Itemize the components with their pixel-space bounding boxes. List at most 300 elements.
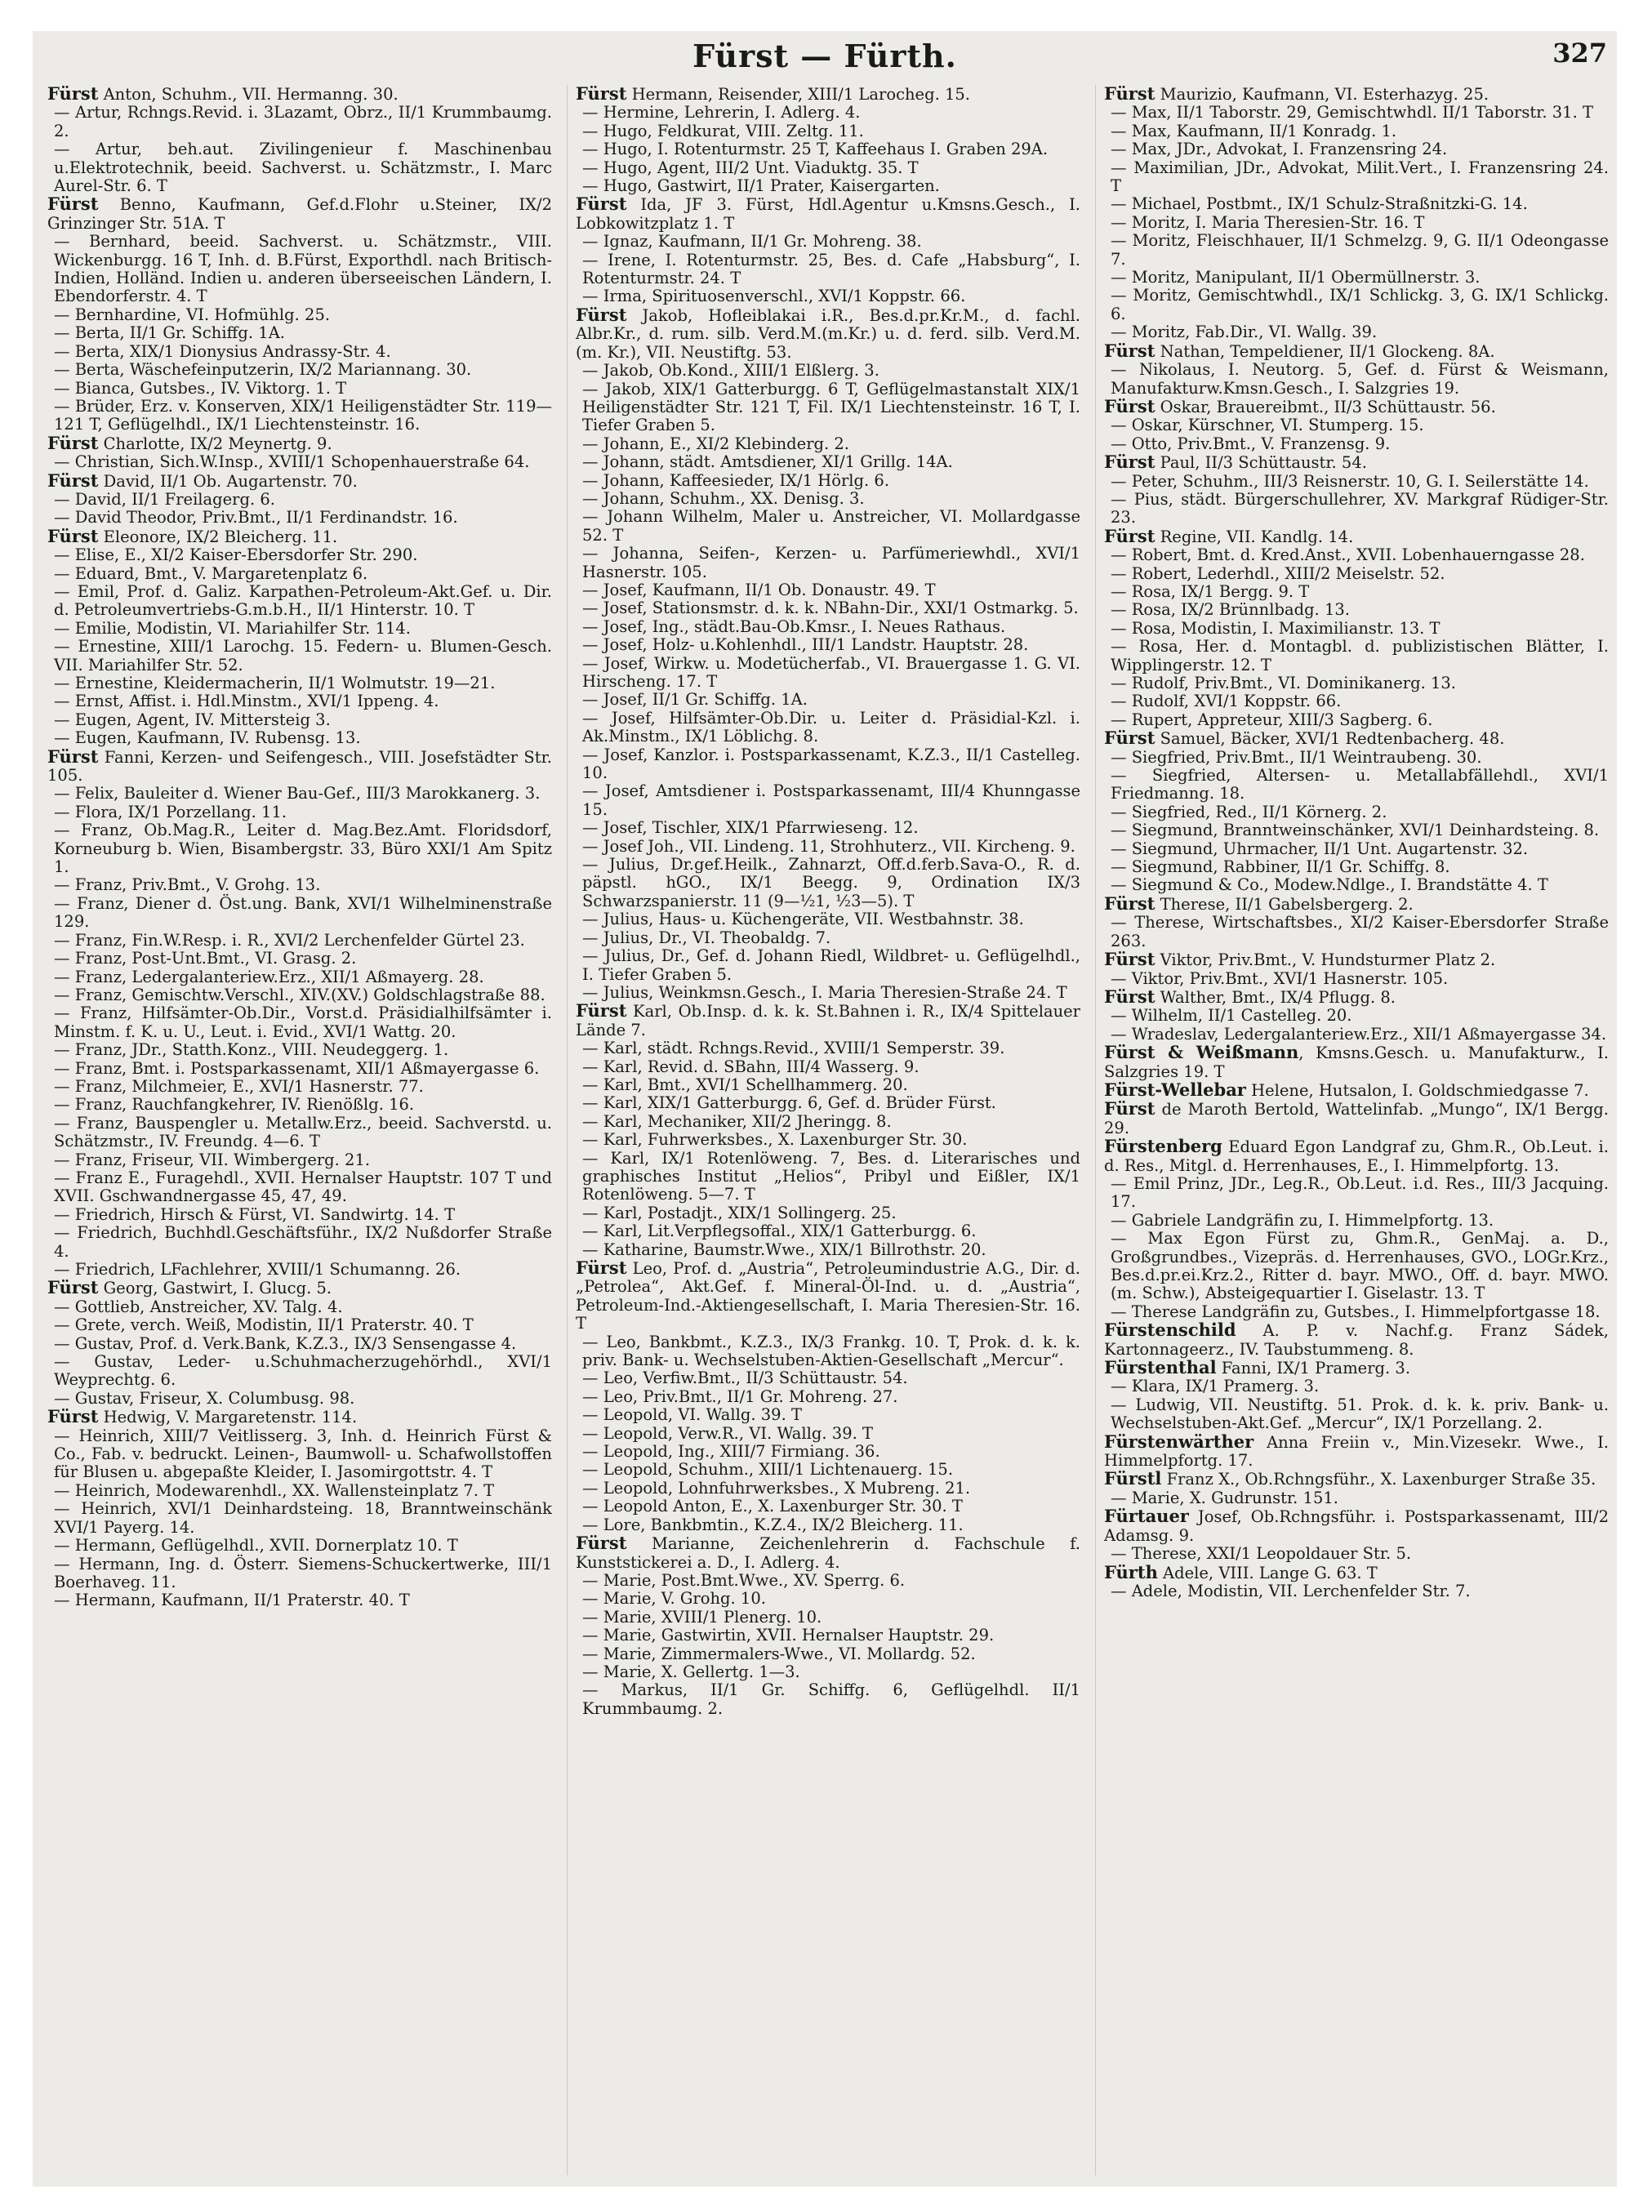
directory-entry [1104,546,1609,564]
entry-text: — Siegmund & Co., Modew.Ndlge., I. Brandstätte 4. T [1111,875,1548,895]
directory-entry [1104,988,1609,1007]
entry-text: — Hugo, Gastwirt, II/1 Prater, Kaisergarten. [582,176,940,196]
entry-text: Franz X., Ob.Rchngsführ., X. Laxenburger Straße 35. [1161,1470,1596,1489]
entry-surname: Fürst [1104,85,1156,104]
entry-text: — Hermann, Ing. d. Österr. Siemens-Schuckertwerke, III/1 Boerhaveg. 11. [54,1554,552,1591]
entry-text: Leo, Prof. d. „Austria“, Petroleumindustrie A.G., Dir. d. „Petrolea“, Akt.Gef. f. Mineral-Öl-Ind. u. d. „Austria“, Petroleum-Ind.-Aktiengesellschaft, I. Maria Theresien-Str. 16. T [576,1259,1080,1333]
entry-text: — Rosa, Modistin, I. Maximilianstr. 13. T [1111,618,1440,638]
entry-text: — Felix, Bauleiter d. Wiener Bau-Gef., III/3 Marokkanerg. 3. [54,784,541,803]
entry-text: — Berta, XIX/1 Dionysius Andrassy-Str. 4. [54,341,391,361]
directory-entry [576,1222,1080,1240]
entry-text: — Ernst, Affist. i. Hdl.Minstm., XVI/1 Ippeng. 4. [54,692,439,711]
directory-entry [1104,1489,1609,1507]
directory-entry [1104,620,1609,638]
directory-entry [47,1060,552,1078]
directory-entry [47,1353,552,1390]
directory-entry [1104,85,1609,104]
entry-text: — Moritz, Fab.Dir., VI. Wallg. 39. [1111,323,1378,342]
entry-text: — Irma, Spirituosenverschl., XVI/1 Koppstr. 66. [582,287,966,306]
directory-entry [576,122,1080,140]
entry-text: — Siegfried, Altersen- u. Metallabfällehdl., XVI/1 Friedmanng. 18. [1111,766,1609,803]
entry-text: — Heinrich, Modewarenhdl., XX. Wallensteinplatz 7. T [54,1480,495,1500]
directory-entry [47,745,552,786]
directory-entry [1104,527,1609,546]
entry-text: — Friedrich, LFachlehrer, XVIII/1 Schumanng. 26. [54,1260,461,1279]
entry-text: — Karl, Bmt., XVI/1 Schellhammerg. 20. [582,1075,908,1094]
entry-text: — Eugen, Kaufmann, IV. Rubensg. 13. [54,728,361,748]
entry-text: — Nikolaus, I. Neutorg. 5, Gef. d. Fürst & Weismann, Manufakturw.Kmsn.Gesch., I. Salzgries 19. [1111,360,1609,398]
directory-entry [1104,473,1609,491]
entry-text: — Franz, Diener d. Öst.ung. Bank, XVI/1 Wilhelminenstraße 129. [54,893,552,932]
directory-entry [1104,287,1609,323]
entry-text: — Karl, Fuhrwerksbes., X. Laxenburger Str. 30. [582,1130,968,1150]
entry-text: — Gustav, Friseur, X. Columbusg. 98. [54,1388,355,1408]
entry-text: — Elise, E., XI/2 Kaiser-Ebersdorfer Str. 290. [54,545,418,565]
directory-entry [576,1461,1080,1479]
directory-entry [1104,1321,1609,1359]
entry-surname: Fürst [47,432,99,453]
entry-text: Eduard Egon Landgraf zu, Ghm.R., Ob.Leut. i. d. Res., Mitgl. d. Herrenhauses, E., I. Himmelpfortg. 13. [1104,1137,1609,1175]
directory-entry [1104,729,1609,748]
entry-text: Adele, VIII. Lange G. 63. T [1157,1563,1378,1582]
entry-surname: Fürst [1104,949,1156,970]
entry-text: — Leopold, Verw.R., VI. Wallg. 39. T [582,1423,873,1443]
entry-text: de Maroth Bertold, Wattelinfab. „Mungo“, IX/1 Bergg. 29. [1104,1100,1609,1137]
directory-entry [1104,323,1609,341]
entry-text: — Hermann, Kaufmann, II/1 Praterstr. 40. T [54,1591,410,1610]
entry-text: — Berta, II/1 Gr. Schiffg. 1A. [54,323,285,343]
directory-entry [1104,803,1609,821]
directory-entry [576,1627,1080,1645]
page-title: Fürst — Fürth. [692,38,957,74]
entry-text: Therese, II/1 Gabelsbergerg. 2. [1155,894,1414,914]
directory-entry [576,984,1080,1002]
entry-text: Anton, Schuhm., VII. Hermanng. 30. [98,85,399,104]
directory-entry [47,509,552,527]
entry-text: — Leo, Verfiw.Bmt., II/3 Schüttaustr. 54. [582,1369,908,1388]
entry-surname: Fürstenschild [1104,1320,1236,1341]
entry-surname: Fürst [1104,395,1156,416]
entry-text: — Moritz, Manipulant, II/1 Obermüllnerstr. 3. [1111,268,1481,287]
directory-entry [47,398,552,434]
entry-text: — Gustav, Leder- u.Schuhmacherzugehörhdl., XVI/1 Weyprechtg. 6. [54,1352,552,1390]
directory-entry [47,434,552,453]
directory-entry [576,1241,1080,1259]
entry-text: — Viktor, Priv.Bmt., XVI/1 Hasnerstr. 105. [1111,968,1449,988]
directory-entry [576,910,1080,928]
directory-entry [576,1131,1080,1149]
directory-entry [47,1591,552,1609]
directory-entry [1104,269,1609,287]
directory-entry [576,929,1080,947]
directory-entry [576,1516,1080,1534]
entry-text: — Emil Prinz, JDr., Leg.R., Ob.Leut. i.d. Res., III/3 Jacquing. 17. [1111,1173,1609,1212]
directory-entry [1104,159,1609,196]
entry-text: — Ernestine, XIII/1 Larochg. 15. Federn- u. Blumen-Gesch. VII. Mariahilfer Str. 52. [54,637,552,674]
entry-text: — Franz, Milchmeier, E., XVI/1 Hasnerstr. 77. [54,1076,424,1096]
entry-text: — David, II/1 Freilagerg. 6. [54,489,275,509]
entry-text: Nathan, Tempeldiener, II/1 Glockeng. 8A. [1155,341,1495,361]
entry-surname: Fürst & Weißmann [1104,1042,1299,1063]
entry-text: — Rosa, IX/2 Brünnlbadg. 13. [1111,600,1350,620]
directory-entry [47,785,552,803]
entry-text: — Artur, beh.aut. Zivilingenieur f. Maschinenbau u.Elektrotechnik, beeid. Sachverst. u. Schätzmstr., I. Marc Aurel-Str. 6. T [54,140,552,196]
directory-entry [576,947,1080,984]
directory-entry [576,1609,1080,1627]
entry-text: Jakob, Hofleiblakai i.R., Bes.d.pr.Kr.M., d. fachl. Albr.Kr., d. rum. silb. Verd.M.(m.Kr.) u. d. ferd. silb. Verd.M. (m. Kr.), VII. Neustiftg. 53. [576,305,1080,362]
entry-text: — Max Egon Fürst zu, Ghm.R., GenMaj. a. D., Großgrundbes., Vizepräs. d. Herrenhauses, GVO., LOGr.Krz., Bes.d.pr.ei.Krz.2., Ritter d. bayr. MWO., Off. d. bayr. MWO. (m. Schw.), Absteigequartier I. Giselastr. 13. T [1111,1229,1609,1303]
directory-entry [576,1406,1080,1424]
directory-entry [47,968,552,986]
directory-entry [576,177,1080,195]
directory-entry [576,159,1080,177]
entry-text: — Moritz, Gemischtwhdl., IX/1 Schlickg. 3, G. IX/1 Schlickg. 6. [1111,286,1609,323]
directory-entry [47,1151,552,1169]
entry-text: Ida, JF 3. Fürst, Hdl.Agentur u.Kmsns.Gesch., I. Lobkowitzplatz 1. T [576,195,1080,233]
directory-entry [1104,821,1609,839]
directory-entry [47,986,552,1004]
directory-entry [47,803,552,821]
directory-entry [47,85,552,104]
entry-text: — Josef, Kaufmann, II/1 Ob. Donaustr. 49. T [582,580,936,599]
directory-entry [576,1204,1080,1222]
entry-text: — Friedrich, Buchhdl.Geschäftsführ., IX/2 Nußdorfer Straße 4. [54,1223,552,1261]
entry-text: — Max, II/1 Taborstr. 29, Gemischtwhdl. II/1 Taborstr. 31. T [1111,103,1593,122]
entry-text: — Peter, Schuhm., III/3 Reisnerstr. 10, G. I. Seilerstätte 14. [1111,471,1589,491]
entry-text: — Artur, Rchngs.Revid. i. 3Lazamt, Obrz., II/1 Krummbaumg. 2. [54,103,552,140]
directory-entry [576,1002,1080,1039]
entry-text: — Moritz, I. Maria Theresien-Str. 16. T [1111,212,1425,232]
directory-entry [47,1390,552,1408]
entry-text: — Therese, XXI/1 Leopoldauer Str. 5. [1111,1544,1412,1564]
directory-entry [47,583,552,620]
directory-entry [1104,914,1609,950]
directory-entry [47,104,552,140]
entry-surname: Fürst [1104,986,1156,1007]
directory-entry [47,343,552,361]
entry-text: — Emilie, Modistin, VI. Mariahilfer Str. 114. [54,618,411,638]
entry-surname: Fürst [1104,525,1156,546]
entry-text: — Lore, Bankbmtin., K.Z.4., IX/2 Bleicherg. 11. [582,1515,964,1534]
directory-entry [1104,1433,1609,1471]
entry-text: — Michael, Postbmt., IX/1 Schulz-Straßnitzki-G. 14. [1111,194,1528,214]
entry-text: — Franz, Hilfsämter-Ob.Dir., Vorst.d. Präsidialhilfsämter i. Minstm. f. K. u. U., Leut. i. Evid., XVI/1 Wattg. 20. [54,1004,552,1041]
directory-entry [1104,232,1609,269]
entry-text: — Franz, Rauchfangkehrer, IV. Rienößlg. 16. [54,1095,415,1115]
directory-entry [47,195,552,233]
entry-text: — Max, JDr., Advokat, I. Franzensring 24. [1111,140,1448,159]
directory-entry [576,1572,1080,1590]
directory-entry [47,674,552,692]
entry-text: — Siegfried, Priv.Bmt., II/1 Weintraubeng. 30. [1111,747,1482,767]
directory-entry [47,1335,552,1353]
directory-entry [576,1443,1080,1461]
entry-text: — Jakob, XIX/1 Gatterburgg. 6 T, Geflügelmastanstalt XIX/1 Heiligenstädter Str. 121 T, Fil. IX/1 Liechtensteinstr. 16 T, I. Tiefer Graben 5. [582,379,1080,435]
directory-entry [576,1333,1080,1370]
directory-entry [576,856,1080,910]
directory-entry [576,233,1080,251]
entry-text: — Karl, Mechaniker, XII/2 Jheringg. 8. [582,1111,892,1131]
directory-entry [47,1482,552,1500]
directory-entry [47,932,552,950]
directory-entry [1104,1582,1609,1600]
entry-text: — Markus, II/1 Gr. Schiffg. 6, Geflügelhdl. II/1 Krummbaumg. 2. [582,1680,1080,1718]
entry-surname: Fürst [576,1533,627,1554]
entry-text: — Klara, IX/1 Pramerg. 3. [1111,1377,1320,1396]
directory-entry [1104,1561,1609,1582]
directory-entry [576,1645,1080,1663]
entry-text: Benno, Kaufmann, Gef.d.Flohr u.Steiner, IX/2 Grinzinger Str. 51A. T [47,195,552,233]
entry-text: — Johann, städt. Amtsdiener, XI/1 Grillg. 14A. [582,452,953,472]
entry-text: — Ignaz, Kaufmann, II/1 Gr. Mohreng. 38. [582,232,922,251]
directory-entry [1104,638,1609,674]
directory-entry [576,710,1080,746]
entry-text: — Marie, X. Gudrunstr. 151. [1111,1488,1338,1507]
directory-entry [1104,342,1609,361]
directory-entry [576,1498,1080,1515]
entry-text: — Leopold, VI. Wallg. 39. T [582,1405,802,1425]
directory-entry [576,435,1080,453]
entry-text: — Marie, V. Grohg. 10. [582,1589,766,1609]
entry-text: — Eduard, Bmt., V. Margaretenplatz 6. [54,563,368,583]
directory-entry [47,1500,552,1537]
entry-text: — Rudolf, Priv.Bmt., VI. Dominikanerg. 13. [1111,674,1456,692]
entry-text: — Franz, Friseur, VII. Wimbergerg. 21. [54,1150,371,1169]
directory-entry [47,1427,552,1482]
directory-entry [1104,416,1609,434]
directory-entry [47,638,552,674]
entry-text: — Josef, Amtsdiener i. Postsparkassenamt, III/4 Khunngasse 15. [582,781,1080,819]
directory-entry [1104,122,1609,140]
entry-text: — Robert, Bmt. d. Kred.Anst., XVII. Lobenhauerngasse 28. [1111,545,1585,565]
directory-entry [1104,1137,1609,1175]
entry-text: — Hugo, Feldkurat, VIII. Zeltg. 11. [582,121,864,140]
entry-text: — Rosa, Her. d. Montagbl. d. publizistischen Blätter, I. Wipplingerstr. 12. T [1111,637,1609,674]
directory-entry [47,233,552,306]
directory-entry [47,306,552,324]
entry-text: — Karl, städt. Rchngs.Revid., XVIII/1 Semperstr. 39. [582,1039,1005,1058]
entry-surname: Fürth [1104,1561,1158,1582]
entry-text: Charlotte, IX/2 Meynertg. 9. [98,434,332,453]
entry-text: Fanni, Kerzen- und Seifengesch., VIII. Josefstädter Str. 105. [47,747,552,786]
directory-entry [1104,1175,1609,1212]
directory-entry [47,1169,552,1206]
entry-text: — Franz, Gemischtw.Verschl., XIV.(XV.) Goldschlagstraße 88. [54,985,545,1004]
directory-entry [47,1537,552,1555]
directory-entry [576,362,1080,380]
directory-entry [1104,1044,1609,1081]
entry-surname: Fürst [1104,1098,1156,1119]
directory-entry [47,895,552,932]
entry-text: — Adele, Modistin, VII. Lerchenfelder Str. 7. [1111,1581,1471,1600]
page-number: 327 [1552,38,1607,69]
entry-text: — Siegmund, Rabbiner, II/1 Gr. Schiffg. 8. [1111,857,1450,877]
directory-entry [576,581,1080,599]
directory-entry [576,691,1080,709]
directory-entry [576,381,1080,435]
entry-text: — Karl, IX/1 Rotenlöweng. 7, Bes. d. Literarisches und graphisches Institut „Helios“, Pribyl und Eißler, IX/1 Rotenlöweng. 5—7. T [582,1148,1080,1204]
entry-text: — Irene, I. Rotenturmstr. 25, Bes. d. Cafe „Habsburg“, I. Rotenturmstr. 24. T [582,250,1080,288]
entry-text: — Josef, Wirkw. u. Modetücherfab., VI. Brauergasse 1. G. VI. Hirscheng. 17. T [582,653,1080,691]
entry-text: — Wradeslav, Ledergalanteriew.Erz., XII/1 Aßmayergasse 34. [1111,1024,1607,1044]
entry-text: — Marie, X. Gellertg. 1—3. [582,1662,800,1681]
entry-surname: Fürst [1104,728,1156,749]
entry-text: Viktor, Priv.Bmt., V. Hundsturmer Platz 2. [1155,950,1496,970]
directory-entry [576,746,1080,783]
entry-surname: Fürst [576,304,627,325]
directory-entry [1104,195,1609,213]
directory-entry [1104,395,1609,416]
entry-text: — Josef, Kanzlor. i. Postsparkassenamt, K.Z.3., II/1 Castelleg. 10. [582,745,1080,783]
entry-text: — Franz, Bauspengler u. Metallw.Erz., beeid. Sachverstd. u. Schätzmstr., IV. Freundg. 4—6. T [54,1113,552,1151]
entry-text: — David Theodor, Priv.Bmt., II/1 Ferdinandstr. 16. [54,508,458,527]
entry-text: — Berta, Wäschefeinputzerin, IX/2 Mariannang. 30. [54,360,472,380]
entry-text: — Hermann, Geflügelhdl., XVII. Dornerplatz 10. T [54,1536,458,1556]
entry-text: — Karl, Postadjt., XIX/1 Sollingerg. 25. [582,1203,897,1222]
directory-entry [47,1261,552,1279]
entry-text: Karl, Ob.Insp. d. k. k. St.Bahnen i. R., IX/4 Spittelauer Lände 7. [576,1002,1080,1039]
entry-surname: Fürst [47,194,99,215]
entry-text: — Franz, Ledergalanteriew.Erz., XII/1 Aßmayerg. 28. [54,967,484,986]
entry-surname: Fürst [47,85,99,104]
directory-entry [47,1078,552,1096]
directory-entry [1104,565,1609,583]
entry-text: — Grete, verch. Weiß, Modistin, II/1 Praterstr. 40. T [54,1315,474,1335]
entry-text: Walther, Bmt., IX/4 Pflugg. 8. [1155,987,1396,1007]
entry-text: Oskar, Brauereibmt., II/3 Schüttaustr. 56. [1155,397,1496,416]
entry-text: — Leo, Priv.Bmt., II/1 Gr. Mohreng. 27. [582,1386,898,1406]
entry-text: — Marie, Post.Bmt.Wwe., XV. Sperrg. 6. [582,1570,906,1590]
directory-entry [576,1425,1080,1443]
directory-entry [576,1076,1080,1094]
entry-text: — Johanna, Seifen-, Kerzen- u. Parfümeriewhdl., XVI/1 Hasnerstr. 105. [582,544,1080,581]
directory-entry [47,453,552,471]
entry-text: — Christian, Sich.W.Insp., XVIII/1 Schopenhauerstraße 64. [54,452,530,472]
entry-text: — Julius, Dr., VI. Theobaldg. 7. [582,928,831,947]
entry-text: — Karl, XIX/1 Gatterburgg. 6, Gef. d. Brüder Fürst. [582,1093,996,1113]
directory-entry [576,655,1080,692]
directory-entry [576,1480,1080,1498]
directory-entry [1104,674,1609,692]
entry-text: — Maximilian, JDr., Advokat, Milit.Vert., I. Franzensring 24. T [1111,158,1609,196]
entry-text: — Josef, Stationsmstr. d. k. k. NBahn-Dir., XXI/1 Ostmarkg. 5. [582,599,1079,618]
directory-entry [576,140,1080,158]
entry-text: — Siegfried, Red., II/1 Körnerg. 2. [1111,802,1387,821]
directory-entry [1104,1230,1609,1303]
entry-text: — Wilhelm, II/1 Castelleg. 20. [1111,1006,1352,1026]
entry-surname: Fürstenthal [1104,1357,1217,1378]
entry-surname: Fürst [1104,452,1156,473]
entry-text: — Julius, Dr., Gef. d. Johann Riedl, Wildbret- u. Geflügelhdl., I. Tiefer Graben 5. [582,946,1080,984]
entry-text: — Therese, Wirtschaftsbes., XI/2 Kaiser-Ebersdorfer Straße 263. [1111,913,1609,950]
entry-text: — Jakob, Ob.Kond., XIII/1 Elßlerg. 3. [582,361,879,381]
entry-text: — Bernhard, beeid. Sachverst. u. Schätzmstr., VIII. Wickenburgg. 16 T, Inh. d. B.Fürst, Exporthdl. nach Britisch-Indien, Holländ. Indien u. anderen überseeischen Ländern, I. Ebendorferstr. 4. T [54,232,552,306]
entry-text: — Katharine, Baumstr.Wwe., XIX/1 Billrothstr. 20. [582,1240,986,1259]
entry-text: — Johann Wilhelm, Maler u. Anstreicher, VI. Mollardgasse 52. T [582,507,1080,545]
directory-entry [47,1298,552,1316]
entry-text: — Karl, Lit.Verpflegsoffal., XIX/1 Gatterburgg. 6. [582,1222,977,1241]
directory-entry [1104,858,1609,876]
entry-text: — Julius, Dr.gef.Heilk., Zahnarzt, Off.d.ferb.Sava-O., R. d. päpstl. hGO., IX/1 Beegg. 9, Ordination IX/3 Schwarzspanierstr. 11 (9—½1, ½3—5). T [582,855,1080,910]
directory-entry [576,472,1080,490]
directory-entry [1104,1470,1609,1489]
entry-text: — Johann, Kaffeesieder, IX/1 Hörlg. 6. [582,470,890,490]
directory-entry [1104,140,1609,158]
directory-entry [1104,1212,1609,1230]
entry-text: — Franz E., Furagehdl., XVII. Hernalser Hauptstr. 107 T und XVII. Gschwandnergasse 45, 47, 49. [54,1168,552,1206]
entry-surname: Fürst [1104,892,1156,914]
entry-text: — Josef, Hilfsämter-Ob.Dir. u. Leiter d. Präsidial-Kzl. i. Ak.Minstm., IX/1 Löblichg. 8. [582,708,1080,746]
entry-text: — Josef Joh., VII. Lindeng. 11, Strohhuterz., VII. Kircheng. 9. [582,836,1075,856]
directory-entry [1104,767,1609,803]
directory-entry [576,453,1080,471]
entry-surname: Fürst [47,745,99,767]
directory-entry [576,1113,1080,1131]
entry-text: — Rudolf, XVI/1 Koppstr. 66. [1111,692,1342,711]
directory-entry [1104,601,1609,619]
directory-entry [576,104,1080,122]
directory-entry [576,1388,1080,1406]
entry-surname: Fürst [47,1406,99,1427]
entry-text: — Franz, JDr., Statth.Konz., VIII. Neudeggerg. 1. [54,1040,449,1060]
entry-text: Fanni, IX/1 Pramerg. 3. [1216,1359,1411,1378]
entry-text: — Moritz, Fleischhauer, II/1 Schmelzg. 9, G. II/1 Odeongasse 7. [1111,231,1609,269]
entry-surname: Fürstl [1104,1468,1162,1489]
entry-text: — Hugo, Agent, III/2 Unt. Viaduktg. 35. T [582,158,919,177]
directory-entry [576,195,1080,233]
entry-text: A. P. v. Nachf.g. Franz Sádek, Kartonnageerz., IV. Taubstummeng. 8. [1104,1321,1609,1359]
entry-surname: Fürstenberg [1104,1136,1222,1157]
entry-surname: Fürst [47,1277,99,1298]
entry-text: — Bernhardine, VI. Hofmühlg. 25. [54,305,331,324]
entry-surname: Fürstenwärther [1104,1431,1254,1452]
entry-text: — Robert, Lederhdl., XIII/2 Meiselstr. 52. [1111,563,1445,583]
entry-text: — Ernestine, Kleidermacherin, II/1 Wolmutstr. 19—21. [54,674,496,692]
directory-entry [1104,1026,1609,1044]
directory-entry [1104,876,1609,894]
entry-text: — Emil, Prof. d. Galiz. Karpathen-Petroleum-Akt.Gef. u. Dir. d. Petroleumvertriebs-G.m.b.H., II/1 Hinterstr. 10. T [54,581,552,620]
entry-text: — Hermine, Lehrerin, I. Adlerg. 4. [582,103,861,122]
entry-text: — Rupert, Appreteur, XIII/3 Sagberg. 6. [1111,710,1433,729]
directory-entry [1104,1396,1609,1433]
entry-text: Samuel, Bäcker, XVI/1 Redtenbacherg. 48. [1155,729,1505,749]
directory-entry [47,1096,552,1114]
entry-surname: Fürst-Wellebar [1104,1079,1246,1100]
entry-text: Hedwig, V. Margaretenstr. 114. [98,1408,358,1427]
directory-entry [1104,711,1609,729]
entry-surname: Fürst [47,470,99,491]
directory-entry [576,1663,1080,1681]
directory-entry [576,1590,1080,1608]
entry-text: Anna Freiin v., Min.Vizesekr. Wwe., I. Himmelpfortg. 17. [1104,1432,1609,1471]
directory-entry [47,876,552,894]
directory-entry [47,1115,552,1151]
entry-text: Helene, Hutsalon, I. Goldschmiedgasse 7. [1245,1080,1589,1100]
entry-surname: Fürst [576,85,627,104]
directory-entry [1104,1100,1609,1137]
directory-entry [1104,970,1609,988]
entry-text: — Johann, E., XI/2 Klebinderg. 2. [582,434,849,453]
entry-text: Hermann, Reisender, XIII/1 Larocheg. 15. [626,85,970,104]
entry-surname: Fürst [47,525,99,546]
column-1 [47,85,552,2175]
entry-text: Paul, II/3 Schüttaustr. 54. [1155,453,1367,473]
entry-surname: Fürst [576,194,627,215]
directory-entry [47,324,552,342]
entry-text: — Leopold, Schuhm., XIII/1 Lichtenauerg. 15. [582,1460,954,1480]
directory-entry [47,1408,552,1426]
entry-text: Maurizio, Kaufmann, VI. Esterhazyg. 25. [1155,85,1489,104]
